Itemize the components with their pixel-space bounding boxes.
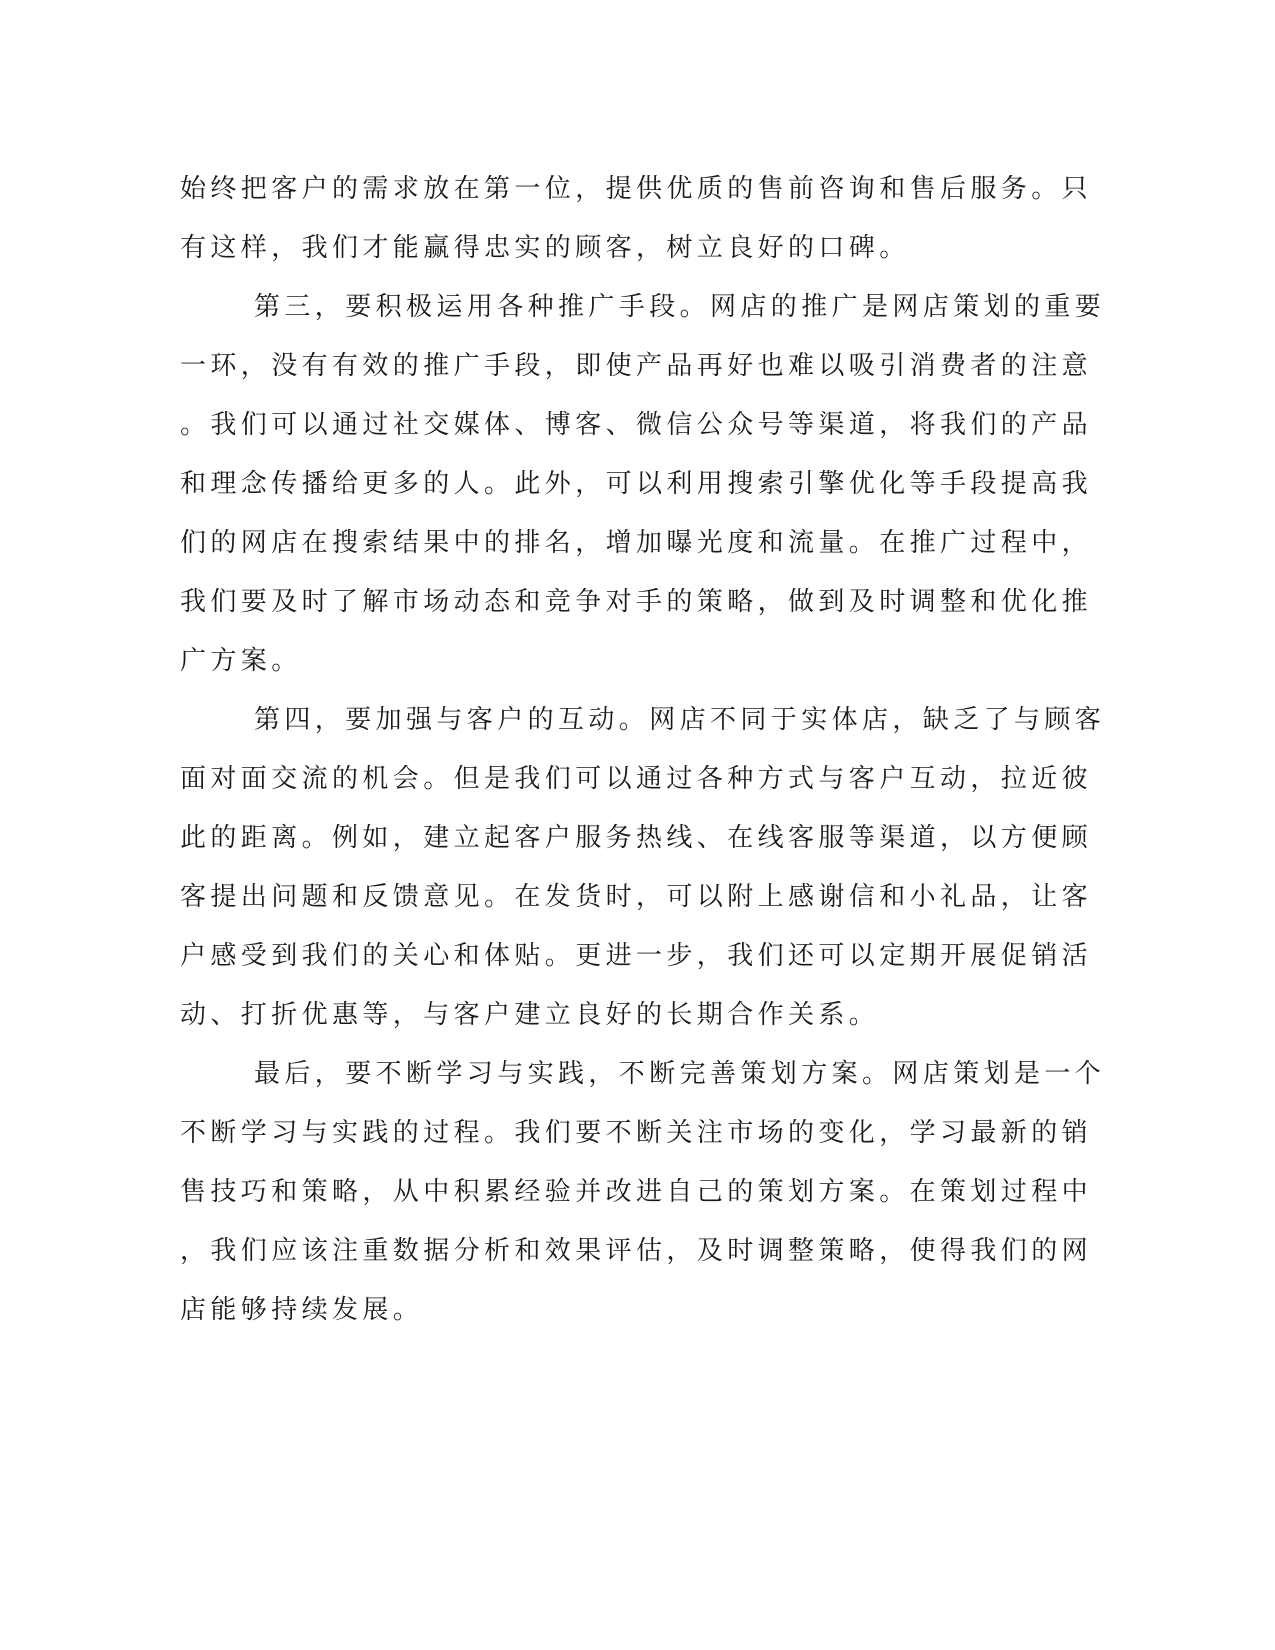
paragraph-1 bbox=[180, 160, 1093, 278]
paragraph-2 bbox=[180, 278, 1106, 691]
text-line: 始终把客户的需求放在第一位，提供优质的售前咨询和售后服务。只 bbox=[180, 174, 1093, 204]
text-line-indented: 最后，要不断学习与实践，不断完善策划方案。网店策划是一个 bbox=[254, 1059, 1106, 1089]
text-line: 一环，没有有效的推广手段，即使产品再好也难以吸引消费者的注意 bbox=[180, 351, 1093, 381]
text-line: 和理念传播给更多的人。此外，可以利用搜索引擎优化等手段提高我 bbox=[180, 469, 1093, 499]
body-text bbox=[180, 160, 1106, 1340]
text-line: 动、打折优惠等，与客户建立良好的长期合作关系。 bbox=[180, 1000, 880, 1030]
text-line-indented: 第四，要加强与客户的互动。网店不同于实体店，缺乏了与顾客 bbox=[254, 705, 1106, 735]
text-line: 户感受到我们的关心和体贴。更进一步，我们还可以定期开展促销活 bbox=[180, 941, 1093, 971]
text-line: 我们要及时了解市场动态和竞争对手的策略，做到及时调整和优化推 bbox=[180, 587, 1093, 617]
text-line: 客提出问题和反馈意见。在发货时，可以附上感谢信和小礼品，让客 bbox=[180, 882, 1093, 912]
text-line: 不断学习与实践的过程。我们要不断关注市场的变化，学习最新的销 bbox=[180, 1118, 1093, 1148]
text-line: 店能够持续发展。 bbox=[180, 1295, 424, 1325]
text-line: 面对面交流的机会。但是我们可以通过各种方式与客户互动，拉近彼 bbox=[180, 764, 1093, 794]
text-line: 广方案。 bbox=[180, 646, 302, 676]
paragraph-4 bbox=[180, 1045, 1106, 1340]
text-line: ，我们应该注重数据分析和效果评估，及时调整策略，使得我们的网 bbox=[180, 1236, 1093, 1266]
text-line: 们的网店在搜索结果中的排名，增加曝光度和流量。在推广过程中， bbox=[180, 528, 1093, 558]
text-line-indented: 第三，要积极运用各种推广手段。网店的推广是网店策划的重要 bbox=[254, 292, 1106, 322]
text-line: 。我们可以通过社交媒体、博客、微信公众号等渠道，将我们的产品 bbox=[180, 410, 1093, 440]
paragraph-3 bbox=[180, 691, 1106, 1045]
text-line: 此的距离。例如，建立起客户服务热线、在线客服等渠道，以方便顾 bbox=[180, 823, 1093, 853]
text-line: 售技巧和策略，从中积累经验并改进自己的策划方案。在策划过程中 bbox=[180, 1177, 1093, 1207]
text-line: 有这样，我们才能赢得忠实的顾客，树立良好的口碑。 bbox=[180, 233, 910, 263]
